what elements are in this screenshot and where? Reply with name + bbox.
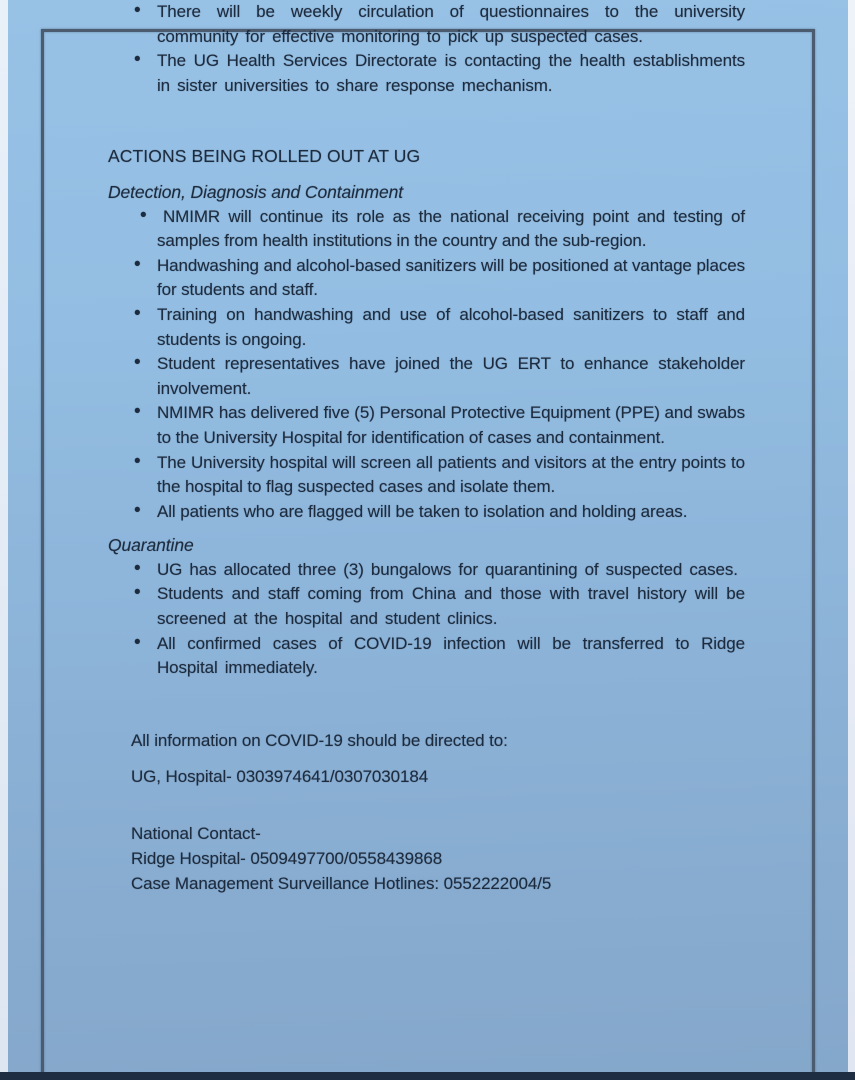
- bullet-text: UG has allocated three (3) bungalows for quarantining of suspected cases.: [157, 559, 738, 579]
- contact-directive-line: All information on COVID-19 should be directed to:: [131, 730, 508, 750]
- detection-section-title: Detection, Diagnosis and Containment: [108, 181, 404, 202]
- bullet-item: [108, 582, 745, 631]
- bullet-icon: •: [140, 204, 147, 226]
- intro-bullet-list: [108, 0, 745, 98]
- bullet-icon: •: [134, 0, 141, 21]
- bullet-icon: •: [134, 450, 141, 472]
- ug-hospital-contact-line: UG, Hospital- 0303974641/0307030184: [131, 767, 429, 787]
- bullet-item: [108, 500, 745, 525]
- bullet-item: [108, 632, 745, 681]
- bullet-text: All patients who are flagged will be taken to isolation and holding areas.: [157, 501, 688, 521]
- bullet-text: Handwashing and alcohol-based sanitizers will be positioned at vantage places for students and staff.: [157, 255, 745, 300]
- quarantine-bullet-list: [108, 558, 745, 681]
- bullet-icon: •: [134, 49, 141, 71]
- bullet-text: Training on handwashing and use of alcohol-based sanitizers to staff and students is ongoing.: [157, 304, 745, 349]
- case-management-hotline-line: Case Management Surveillance Hotlines: 0552222004/5: [131, 874, 552, 894]
- quarantine-section-title: Quarantine: [108, 535, 194, 556]
- bullet-icon: •: [134, 253, 141, 275]
- bullet-icon: •: [134, 352, 141, 374]
- bullet-icon: •: [134, 401, 141, 423]
- national-contact-label: National Contact-: [131, 824, 261, 844]
- right-edge-strip: [848, 0, 855, 1080]
- bullet-icon: •: [134, 582, 141, 604]
- detection-bullet-list: [108, 205, 745, 525]
- national-contact-block: [131, 821, 745, 896]
- bullet-text: NMIMR has delivered five (5) Personal Protective Equipment (PPE) and swabs to the University Hospital for identification of cases and containment.: [157, 403, 745, 447]
- bullet-icon: •: [134, 631, 141, 653]
- left-edge-strip: [0, 0, 8, 1080]
- bullet-text: All confirmed cases of COVID-19 infection will be transferred to Ridge Hospital immediately.: [157, 633, 745, 678]
- bullet-text: The University hospital will screen all patients and visitors at the entry points to the hospital to flag suspected cases and isolate them.: [157, 452, 745, 497]
- bullet-text: The UG Health Services Directorate is contacting the health establishments in sister universities to share response mechanism.: [157, 51, 745, 95]
- bullet-text: NMIMR will continue its role as the national receiving point and testing of samples from health institutions in the country and the sub-region.: [157, 206, 745, 251]
- ridge-hospital-contact-line: Ridge Hospital- 0509497700/0558439868: [131, 849, 443, 869]
- bullet-text: Students and staff coming from China and those with travel history will be screened at the hospital and student clinics.: [157, 584, 745, 629]
- document-content: [108, 0, 745, 896]
- bullet-item: [108, 352, 745, 401]
- bullet-item: [108, 451, 745, 500]
- bullet-text: There will be weekly circulation of questionnaires to the university community for effective monitoring to pick up suspected cases.: [157, 2, 745, 46]
- bottom-dark-bar: [0, 1072, 855, 1080]
- bullet-item: [108, 0, 745, 49]
- bullet-icon: •: [134, 302, 141, 324]
- bullet-icon: •: [134, 499, 141, 521]
- bullet-item: [108, 205, 745, 254]
- section-heading: ACTIONS BEING ROLLED OUT AT UG: [108, 146, 421, 167]
- bullet-item: [108, 303, 745, 352]
- bullet-item: [108, 49, 745, 98]
- bullet-item: [108, 401, 745, 450]
- bullet-item: [108, 558, 745, 583]
- bullet-icon: •: [134, 557, 141, 579]
- bullet-item: [108, 254, 745, 303]
- bullet-text: Student representatives have joined the UG ERT to enhance stakeholder involvement.: [157, 354, 745, 398]
